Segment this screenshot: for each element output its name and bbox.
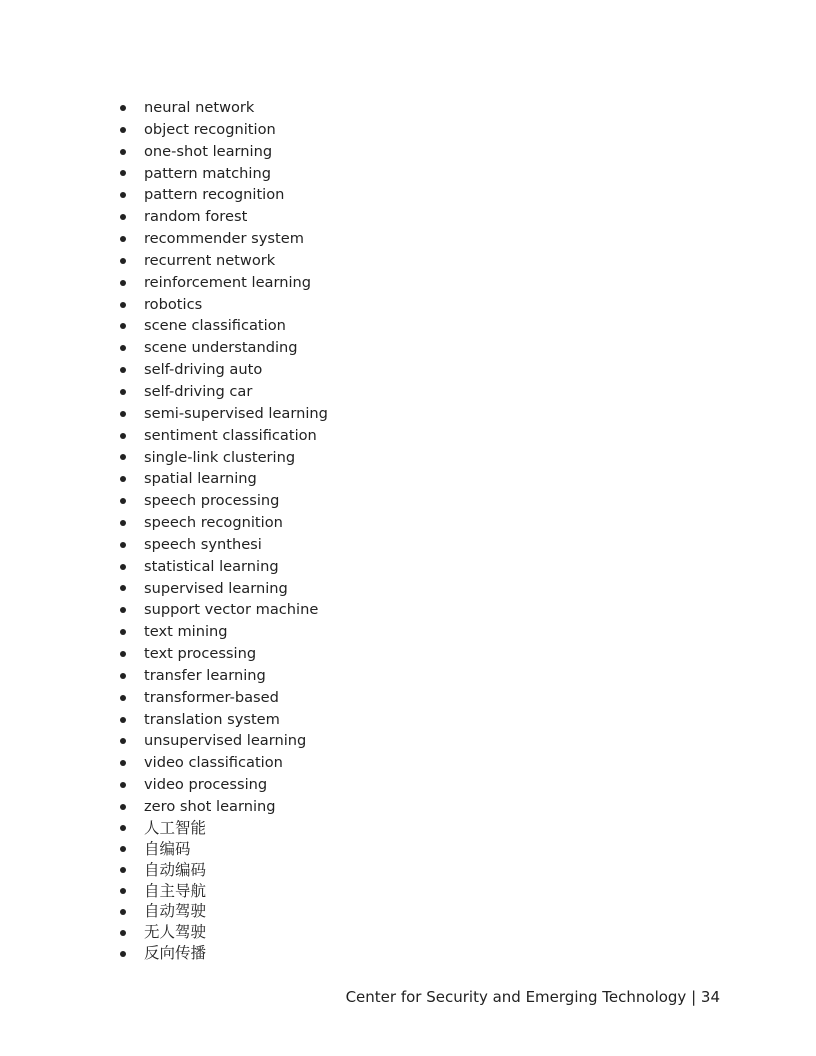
list-item-text: 自主导航 — [144, 881, 207, 900]
bullet-icon — [120, 651, 126, 657]
bullet-icon — [120, 951, 126, 957]
list-item-text: 自动驾驶 — [144, 902, 207, 921]
list-item-text: sentiment classification — [144, 426, 317, 444]
bullet-icon — [120, 476, 126, 482]
list-item — [110, 556, 328, 578]
list-item-text: neural network — [144, 99, 255, 116]
list-item-text: 自编码 — [144, 839, 191, 858]
list-item — [110, 860, 328, 881]
bullet-icon — [120, 607, 126, 613]
bullet-icon — [120, 542, 126, 548]
list-item-text: support vector machine — [144, 601, 319, 619]
bullet-icon — [120, 127, 126, 133]
list-item — [110, 839, 328, 860]
list-item-text: video classification — [144, 754, 283, 772]
bullet-icon — [120, 738, 126, 744]
list-item-text: object recognition — [144, 120, 276, 138]
list-item — [110, 250, 328, 272]
list-item-text: video processing — [144, 776, 268, 794]
list-item-text: 无人驾驶 — [144, 923, 207, 942]
list-item-text: reinforcement learning — [144, 273, 312, 291]
list-item — [110, 97, 328, 119]
list-item-text: text processing — [144, 645, 257, 663]
list-item-text: speech synthesi — [144, 535, 262, 553]
list-item — [110, 881, 328, 902]
bullet-icon — [120, 867, 126, 873]
bullet-icon — [120, 105, 126, 111]
list-item — [110, 272, 328, 294]
list-item — [110, 534, 328, 556]
list-item — [110, 141, 328, 163]
list-item-text: unsupervised learning — [144, 732, 307, 750]
bullet-icon — [120, 629, 126, 635]
list-item — [110, 403, 328, 425]
bullet-icon — [120, 345, 126, 351]
bullet-icon — [120, 585, 126, 591]
bullet-icon — [120, 909, 126, 915]
list-item-text: speech processing — [144, 492, 280, 510]
bullet-icon — [120, 367, 126, 373]
bullet-icon — [120, 323, 126, 329]
list-item — [110, 643, 328, 665]
bullet-icon — [120, 930, 126, 936]
list-item — [110, 621, 328, 643]
list-item-text: robotics — [144, 295, 203, 313]
list-item — [110, 490, 328, 512]
bullet-icon — [120, 280, 126, 286]
bullet-icon — [120, 825, 126, 831]
list-item-text: pattern recognition — [144, 186, 285, 204]
bullet-icon — [120, 433, 126, 439]
bullet-icon — [120, 454, 126, 460]
list-item — [110, 315, 328, 337]
list-item — [110, 184, 328, 206]
bullet-icon — [120, 214, 126, 220]
list-item-text: recommender system — [144, 230, 304, 248]
list-item-text: self-driving auto — [144, 361, 263, 379]
bullet-icon — [120, 236, 126, 242]
list-item-text: scene understanding — [144, 339, 298, 357]
list-item-text: transfer learning — [144, 666, 266, 684]
bullet-icon — [120, 717, 126, 723]
list-item-text: spatial learning — [144, 470, 257, 488]
list-item-text: zero shot learning — [144, 798, 276, 815]
bullet-icon — [120, 760, 126, 766]
list-item — [110, 922, 328, 943]
list-item-text: scene classification — [144, 317, 286, 335]
list-item — [110, 730, 328, 752]
list-item-text: semi-supervised learning — [144, 404, 328, 422]
bullet-icon — [120, 520, 126, 526]
list-item — [110, 943, 328, 964]
bullet-icon — [120, 192, 126, 198]
list-item-text: supervised learning — [144, 579, 288, 597]
bullet-icon — [120, 804, 126, 810]
list-item — [110, 206, 328, 228]
list-item — [110, 774, 328, 796]
list-item-text: pattern matching — [144, 164, 271, 182]
list-item — [110, 447, 328, 469]
list-item-text: translation system — [144, 710, 280, 728]
list-item — [110, 359, 328, 381]
list-item — [110, 818, 328, 839]
bullet-icon — [120, 846, 126, 852]
list-item-text: text mining — [144, 623, 228, 641]
list-item-text: statistical learning — [144, 557, 279, 575]
list-item — [110, 468, 328, 490]
list-item — [110, 796, 328, 818]
list-item — [110, 163, 328, 185]
list-item-text: self-driving car — [144, 382, 253, 400]
list-item-text: recurrent network — [144, 251, 276, 269]
list-item — [110, 665, 328, 687]
list-item — [110, 512, 328, 534]
bullet-icon — [120, 389, 126, 395]
bullet-icon — [120, 302, 126, 308]
list-item-text: speech recognition — [144, 514, 283, 532]
bullet-icon — [120, 258, 126, 264]
list-item-text: one-shot learning — [144, 142, 273, 160]
bullet-icon — [120, 170, 126, 176]
list-item — [110, 228, 328, 250]
bullet-icon — [120, 498, 126, 504]
bullet-icon — [120, 888, 126, 894]
list-item — [110, 578, 328, 600]
list-item-text: transformer-based — [144, 688, 279, 706]
bullet-icon — [120, 564, 126, 570]
bullet-icon — [120, 673, 126, 679]
list-item-text: random forest — [144, 208, 248, 226]
list-item — [110, 425, 328, 447]
list-item-text: single-link clustering — [144, 448, 296, 466]
list-item — [110, 294, 328, 316]
list-item-text: 自动编码 — [144, 860, 207, 879]
list-item — [110, 687, 328, 709]
bullet-icon — [120, 782, 126, 788]
list-item — [110, 752, 328, 774]
list-item — [110, 337, 328, 359]
list-item — [110, 901, 328, 922]
page-footer: Center for Security and Emerging Technology | 34 — [345, 988, 720, 1006]
list-item — [110, 119, 328, 141]
list-item — [110, 709, 328, 731]
term-list — [110, 97, 328, 964]
list-item — [110, 599, 328, 621]
bullet-icon — [120, 411, 126, 417]
bullet-icon — [120, 695, 126, 701]
bullet-icon — [120, 149, 126, 155]
list-item — [110, 381, 328, 403]
list-item-text: 人工智能 — [144, 818, 207, 837]
list-item-text: 反向传播 — [144, 944, 207, 963]
